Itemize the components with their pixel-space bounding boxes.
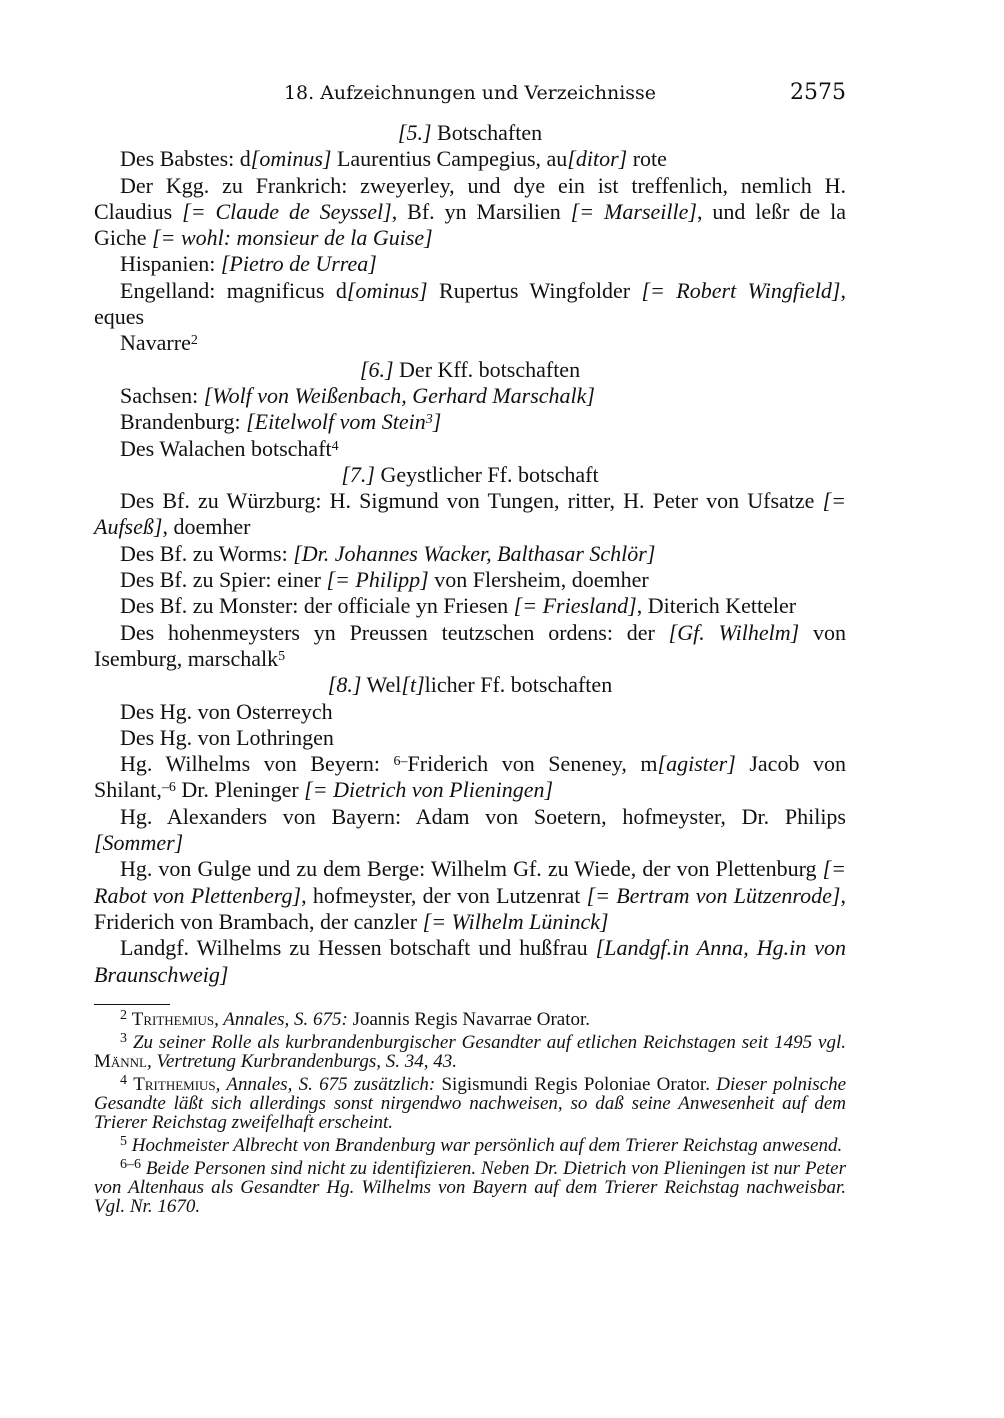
section-heading-6: [6.] Der Kff. botschaften (359, 356, 581, 382)
footnote-ref-6-end: –6 (161, 780, 176, 796)
entry-speyer: Des Bf. zu Spier: einer [= Philipp] von Flersheim, doemher (120, 567, 649, 593)
entry-worms: Des Bf. zu Worms: [Dr. Johannes Wacker, Balthasar Schlör] (120, 540, 656, 566)
footnote-6: $^{6-6}$ Beide Personen sind nicht zu identifizieren. Neben Dr. Dietrich von Plieningen ist nur Peter von Altenhaus als Gesandter Hg. Wilhelms von Bayern auf dem Trierer Reichstag nachweisbar. Vgl. Nr. 1670. (94, 1157, 847, 1217)
section-heading-5: [5.] Botschaften (397, 120, 543, 145)
entry-hesse: Landgf. Wilhelms zu Hessen botschaft und hußfrau [Landgf.in Anna, Hg.in von Braunschweig] (94, 935, 847, 987)
footnotes (94, 1010, 846, 1220)
section-heading-7: [7.] Geystlicher Ff. botschaft (341, 461, 599, 487)
footnote-2: $^2$ Trithemius, Annales, S. 675: Joannis Regis Navarrae Orator. (120, 1008, 591, 1030)
footnote-ref-3: 3 (425, 412, 433, 428)
page-number: 2575 (790, 80, 846, 105)
main-text (94, 120, 846, 988)
entry-spain: Hispanien: [Pietro de Urrea] (120, 251, 377, 277)
entry-saxony: Sachsen: [Wolf von Weißenbach, Gerhard Marschalk] (120, 382, 595, 408)
footnote-5: $^5$ Hochmeister Albrecht von Brandenburg war persönlich auf dem Trierer Reichstag anwesend. (120, 1134, 843, 1156)
footnote-ref-4: 4 (331, 438, 339, 454)
entry-prussia: Des hohenmeysters yn Preussen teutzschen ordens: der [Gf. Wilhelm] von Isemburg, marschalk$^5$ (94, 619, 846, 671)
entry-wilhelm-bavaria: Hg. Wilhelms von Beyern: $^{6-}$Friderich von Seneney, m[agister] Jacob von Shilant,$^{-6}$ Dr. Pleninger [= Dietrich von Plieningen] (94, 751, 846, 803)
entry-england: Engelland: magnificus d[ominus] Rupertus Wingfolder [= Robert Wingfield], eques (94, 277, 846, 330)
entry-brandenburg: Brandenburg: [Eitelwolf vom Stein$^3$] (120, 409, 442, 435)
section-heading-8: [8.] Wel[t]licher Ff. botschaften (327, 672, 613, 698)
entry-muenster: Des Bf. zu Monster: der officiale yn Friesen [= Friesland], Diterich Ketteler (120, 593, 797, 619)
footnote-4: $^4$ Trithemius, Annales, S. 675 zusätzlich: Sigismundi Regis Poloniae Orator. Dieser polnische Gesandte läßt sich allerdings sonst nirgendwo nachweisen, so daß seine Anwesenheit auf dem Trierer Reichstag zweifelhaft erscheint. (94, 1073, 847, 1133)
footnote-divider (94, 1004, 170, 1005)
entry-alexander-bavaria: Hg. Alexanders von Bayern: Adam von Soetern, hofmeyster, Dr. Philips [Sommer] (94, 803, 846, 856)
entry-navarre: Navarre$^2$ (120, 330, 198, 356)
entry-pope: Des Babstes: d[ominus] Laurentius Campegius, au[ditor] rote (120, 146, 667, 172)
running-title: 18. Aufzeichnungen und Verzeichnisse (283, 82, 657, 104)
footnote-ref-6-start: 6– (393, 754, 408, 770)
entry-france: Der Kgg. zu Frankrich: zweyerley, und dye ein ist treffenlich, nemlich H. Claudius [= Claude de Seyssel], Bf. yn Marsilien [= Marseille], und leßr de la Giche [= wohl: monsieur de la Guise] (94, 172, 846, 251)
footnote-3: $^3$ Zu seiner Rolle als kurbrandenburgischer Gesandter auf etlichen Reichstagen seit 1495 vgl. Männl, Vertretung Kurbrandenburgs, S. 34, 43. (94, 1031, 846, 1072)
entry-wallachia: Des Walachen botschaft$^4$ (120, 435, 339, 461)
entry-austria: Des Hg. von Osterreych (120, 698, 333, 724)
entry-lorraine: Des Hg. von Lothringen (120, 724, 334, 750)
footnote-ref-2: 2 (190, 333, 198, 349)
page-header (94, 80, 846, 108)
entry-juelich-berg: Hg. von Gulge und zu dem Berge: Wilhelm Gf. zu Wiede, der von Plettenburg [= Rabot von Plettenberg], hofmeyster, der von Lutzenrat [= Bertram von Lützenrode], Friderich von Brambach, der canzler [= Wilhelm Lüninck] (94, 856, 846, 934)
footnote-ref-5: 5 (278, 648, 286, 664)
entry-wuerzburg: Des Bf. zu Würzburg: H. Sigmund von Tungen, ritter, H. Peter von Ufsatze [= Aufseß], doemher (94, 488, 846, 540)
